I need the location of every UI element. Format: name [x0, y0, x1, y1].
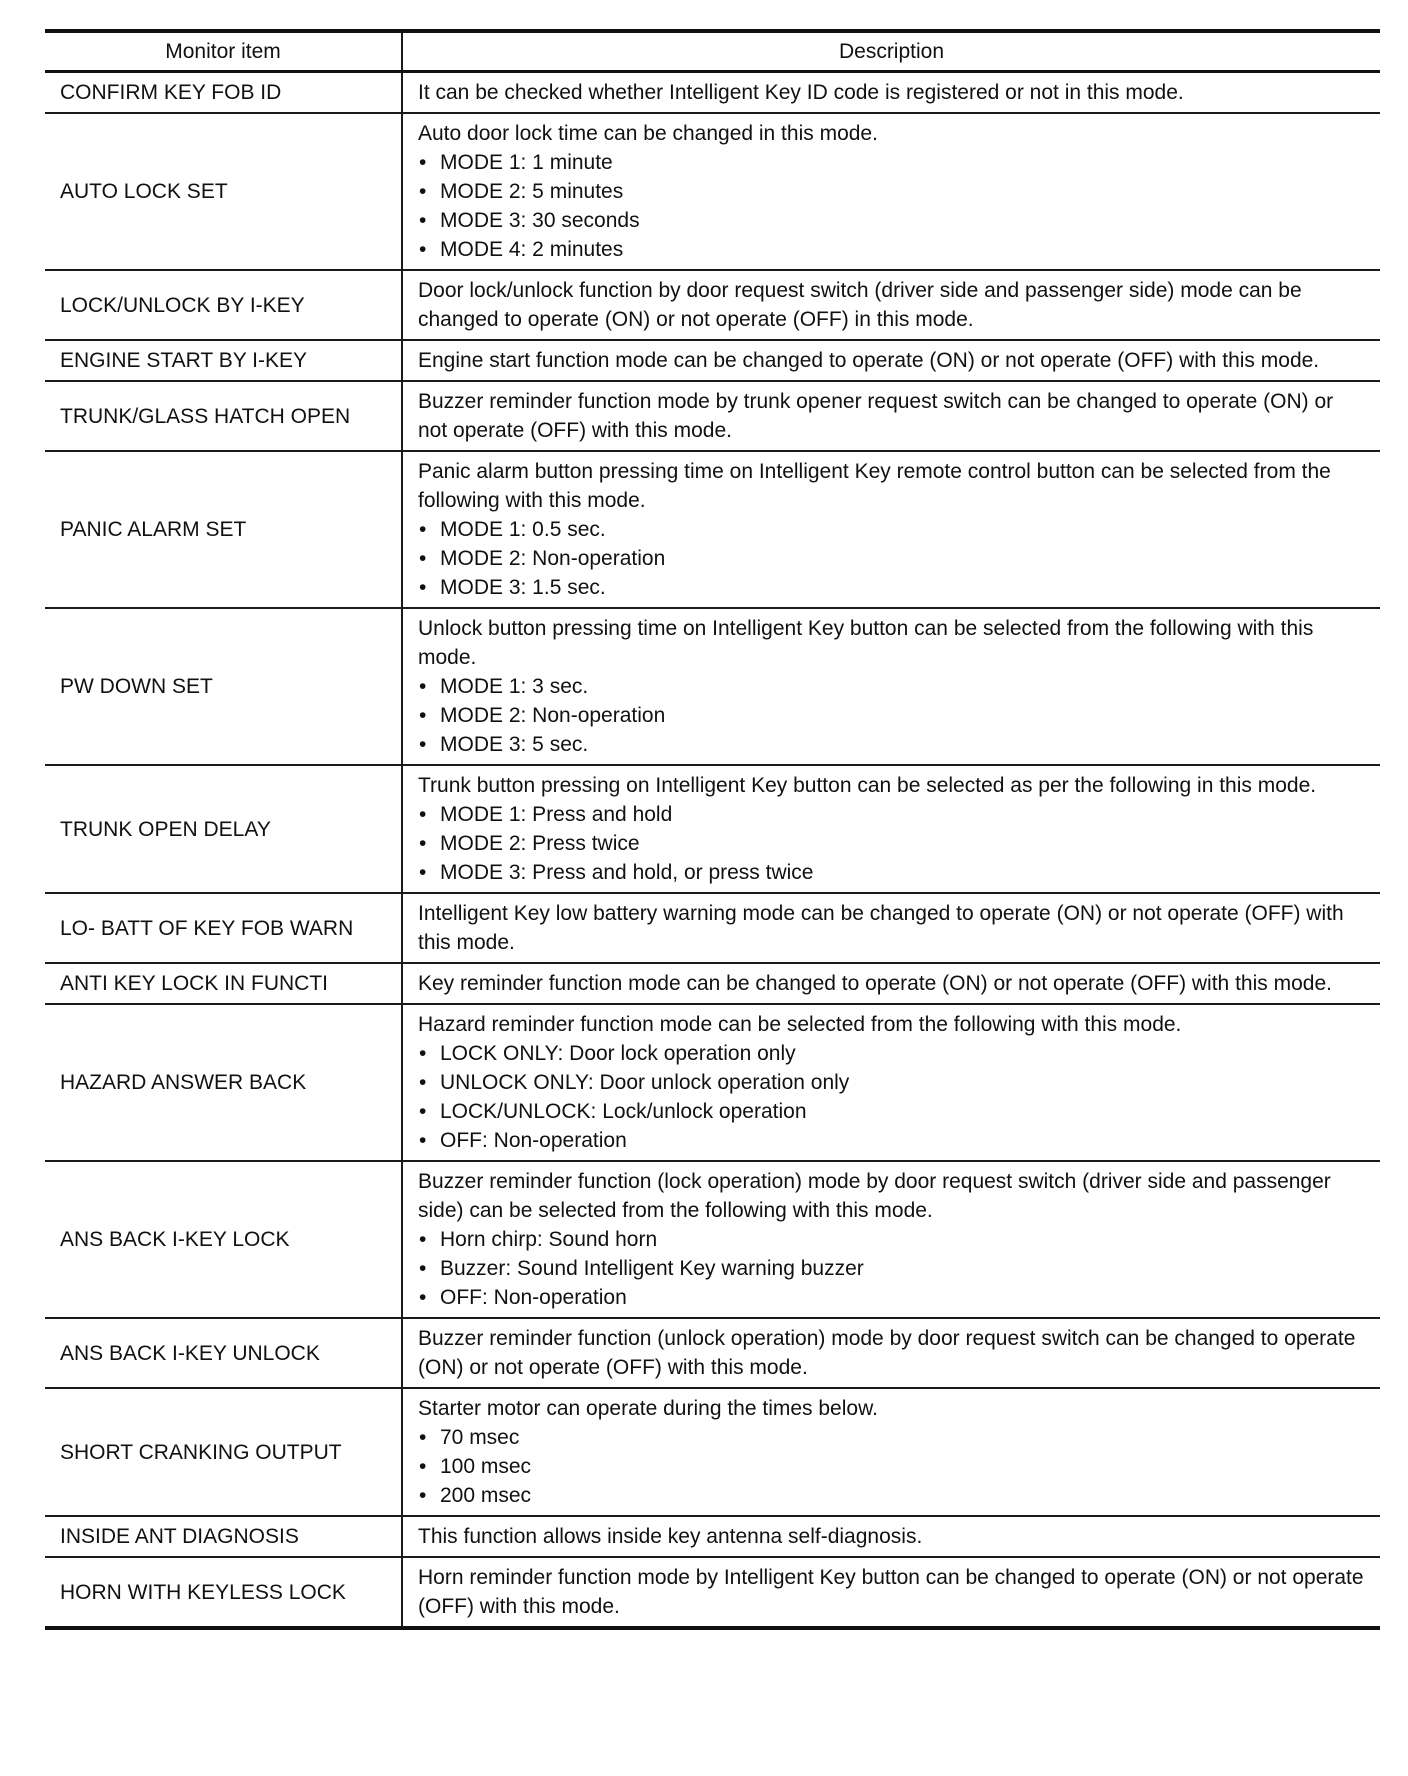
table-row [45, 1388, 1380, 1516]
monitor-item-cell: INSIDE ANT DIAGNOSIS [45, 1516, 402, 1557]
description-bullet-item: • MODE 3: 5 sec. [418, 730, 1365, 759]
description-text: Buzzer reminder function (lock operation) mode by door request switch (driver side and passenger side) can be selected from the following with this mode. [418, 1170, 1331, 1222]
table-row [45, 893, 1380, 963]
description-bullet-item: • MODE 3: 30 seconds [418, 206, 1365, 235]
monitor-item-cell: ANS BACK I-KEY LOCK [45, 1161, 402, 1318]
description-bullet-item: • MODE 2: Non-operation [418, 701, 1365, 730]
description-cell [402, 270, 1380, 340]
description-cell [402, 1318, 1380, 1388]
description-bullet-item: • 100 msec [418, 1452, 1365, 1481]
description-cell [402, 72, 1380, 114]
table-row [45, 1516, 1380, 1557]
table-row [45, 270, 1380, 340]
description-bullet-item: • MODE 2: Press twice [418, 829, 1365, 858]
description-cell [402, 381, 1380, 451]
monitor-item-cell: PANIC ALARM SET [45, 451, 402, 608]
header-description: Description [402, 31, 1380, 72]
table-row [45, 608, 1380, 765]
monitor-item-cell: AUTO LOCK SET [45, 113, 402, 270]
description-text: It can be checked whether Intelligent Key ID code is registered or not in this mode. [418, 81, 1184, 104]
table-header-row [45, 31, 1380, 72]
description-bullet-item: • 70 msec [418, 1423, 1365, 1452]
description-text: Door lock/unlock function by door request switch (driver side and passenger side) mode can be changed to operate (ON) or not operate (OFF) in this mode. [418, 279, 1302, 331]
table-row [45, 381, 1380, 451]
description-cell [402, 1388, 1380, 1516]
table-row [45, 1004, 1380, 1161]
description-cell [402, 893, 1380, 963]
description-bullet-list [418, 672, 1365, 759]
table-row [45, 1318, 1380, 1388]
description-bullet-item: • MODE 3: 1.5 sec. [418, 573, 1365, 602]
monitor-item-cell: HAZARD ANSWER BACK [45, 1004, 402, 1161]
description-cell [402, 608, 1380, 765]
table-row [45, 1557, 1380, 1628]
table-row [45, 451, 1380, 608]
header-monitor-item: Monitor item [45, 31, 402, 72]
description-text: Auto door lock time can be changed in this mode. [418, 122, 878, 145]
monitor-item-cell: LO- BATT OF KEY FOB WARN [45, 893, 402, 963]
description-text: Trunk button pressing on Intelligent Key button can be selected as per the following in this mode. [418, 774, 1317, 797]
table-row [45, 340, 1380, 381]
monitor-item-cell: TRUNK OPEN DELAY [45, 765, 402, 893]
description-text: Panic alarm button pressing time on Intelligent Key remote control button can be selected from the following with this mode. [418, 460, 1331, 512]
table-row [45, 765, 1380, 893]
table-row [45, 113, 1380, 270]
description-bullet-item: • MODE 4: 2 minutes [418, 235, 1365, 264]
description-cell [402, 340, 1380, 381]
description-bullet-list [418, 1039, 1365, 1155]
description-text: Hazard reminder function mode can be selected from the following with this mode. [418, 1013, 1182, 1036]
monitor-item-cell: TRUNK/GLASS HATCH OPEN [45, 381, 402, 451]
description-bullet-item: • Buzzer: Sound Intelligent Key warning buzzer [418, 1254, 1365, 1283]
description-cell [402, 1516, 1380, 1557]
description-bullet-item: • MODE 2: Non-operation [418, 544, 1365, 573]
monitor-item-cell: HORN WITH KEYLESS LOCK [45, 1557, 402, 1628]
monitor-item-cell: PW DOWN SET [45, 608, 402, 765]
description-bullet-item: • 200 msec [418, 1481, 1365, 1510]
description-bullet-item: • OFF: Non-operation [418, 1283, 1365, 1312]
description-bullet-list [418, 1423, 1365, 1510]
description-bullet-list [418, 148, 1365, 264]
table-row [45, 72, 1380, 114]
table-row [45, 963, 1380, 1004]
description-bullet-item: • UNLOCK ONLY: Door unlock operation only [418, 1068, 1365, 1097]
description-bullet-item: • LOCK/UNLOCK: Lock/unlock operation [418, 1097, 1365, 1126]
description-bullet-item: • MODE 3: Press and hold, or press twice [418, 858, 1365, 887]
description-text: Intelligent Key low battery warning mode can be changed to operate (ON) or not operate (OFF) with this mode. [418, 902, 1344, 954]
description-bullet-item: • OFF: Non-operation [418, 1126, 1365, 1155]
description-bullet-item: • MODE 1: 0.5 sec. [418, 515, 1365, 544]
description-bullet-item: • LOCK ONLY: Door lock operation only [418, 1039, 1365, 1068]
monitor-item-cell: ANTI KEY LOCK IN FUNCTI [45, 963, 402, 1004]
description-bullet-list [418, 515, 1365, 602]
description-cell [402, 963, 1380, 1004]
description-cell [402, 451, 1380, 608]
description-cell [402, 765, 1380, 893]
description-bullet-item: • MODE 1: 1 minute [418, 148, 1365, 177]
monitor-item-table [45, 29, 1380, 1630]
description-cell [402, 1004, 1380, 1161]
monitor-item-cell: SHORT CRANKING OUTPUT [45, 1388, 402, 1516]
description-cell [402, 1161, 1380, 1318]
description-bullet-list [418, 1225, 1365, 1312]
monitor-item-cell: LOCK/UNLOCK BY I-KEY [45, 270, 402, 340]
description-text: Starter motor can operate during the times below. [418, 1397, 878, 1420]
description-bullet-item: • MODE 1: 3 sec. [418, 672, 1365, 701]
table-body [45, 72, 1380, 1629]
description-cell [402, 1557, 1380, 1628]
monitor-item-cell: CONFIRM KEY FOB ID [45, 72, 402, 114]
monitor-item-cell: ENGINE START BY I-KEY [45, 340, 402, 381]
description-bullet-item: • Horn chirp: Sound horn [418, 1225, 1365, 1254]
description-bullet-item: • MODE 2: 5 minutes [418, 177, 1365, 206]
monitor-item-cell: ANS BACK I-KEY UNLOCK [45, 1318, 402, 1388]
description-text: This function allows inside key antenna self-diagnosis. [418, 1525, 923, 1548]
description-text: Unlock button pressing time on Intelligent Key button can be selected from the following with this mode. [418, 617, 1314, 669]
description-text: Buzzer reminder function mode by trunk opener request switch can be changed to operate (ON) or not operate (OFF) with this mode. [418, 390, 1334, 442]
description-text: Key reminder function mode can be changed to operate (ON) or not operate (OFF) with this mode. [418, 972, 1332, 995]
description-cell [402, 113, 1380, 270]
description-text: Engine start function mode can be changed to operate (ON) or not operate (OFF) with this mode. [418, 349, 1320, 372]
description-text: Horn reminder function mode by Intelligent Key button can be changed to operate (ON) or not operate (OFF) with this mode. [418, 1566, 1364, 1618]
description-bullet-list [418, 800, 1365, 887]
table-row [45, 1161, 1380, 1318]
description-bullet-item: • MODE 1: Press and hold [418, 800, 1365, 829]
description-text: Buzzer reminder function (unlock operation) mode by door request switch can be changed to operate (ON) or not operate (OFF) with this mode. [418, 1327, 1356, 1379]
